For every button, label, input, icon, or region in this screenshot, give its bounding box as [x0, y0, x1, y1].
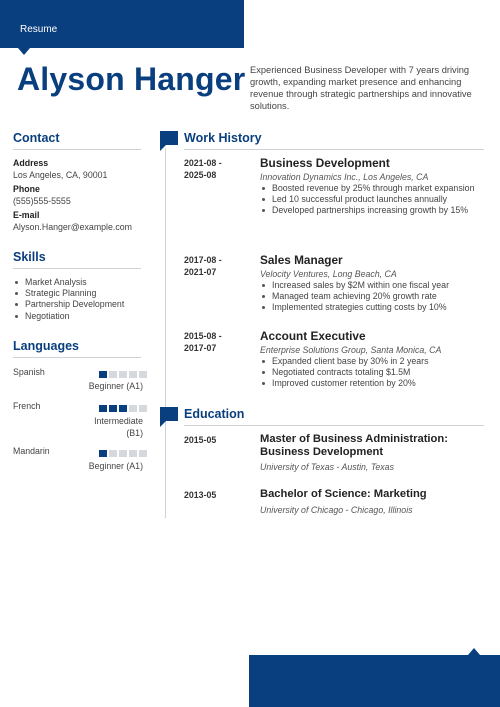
job-bullet: Led 10 successful product launches annually — [260, 194, 476, 205]
job-bullet: Managed team achieving 20% growth rate — [260, 291, 476, 302]
language-name: French — [13, 401, 41, 411]
job-bullet: Increased sales by $2M within one fiscal year — [260, 280, 476, 291]
phone-label: Phone — [13, 184, 40, 194]
job-bullets — [260, 280, 476, 314]
language-level-segment — [119, 450, 127, 457]
education-title: Education — [184, 407, 245, 421]
job-title: Account Executive — [260, 329, 366, 343]
skill-item: Strategic Planning — [13, 288, 153, 299]
skills-list — [13, 277, 153, 322]
language-level-bar — [99, 371, 147, 378]
address-label: Address — [13, 158, 49, 168]
document-label: Resume — [20, 24, 58, 35]
skill-item: Negotiation — [13, 311, 153, 322]
contact-title: Contact — [13, 131, 60, 145]
language-name: Spanish — [13, 367, 45, 377]
job-bullet: Implemented strategies cutting costs by 10% — [260, 302, 476, 313]
header-band — [0, 0, 244, 48]
work-flag-tail — [160, 145, 166, 151]
language-level-segment — [109, 450, 117, 457]
job-bullet: Negotiated contracts totaling $1.5M — [260, 367, 476, 378]
language-level-segment — [139, 450, 147, 457]
header-notch — [18, 48, 30, 55]
job-bullet: Improved customer retention by 20% — [260, 378, 476, 389]
language-level-segment — [119, 405, 127, 412]
job-bullets — [260, 356, 476, 390]
skills-title: Skills — [13, 250, 46, 264]
skill-item: Market Analysis — [13, 277, 153, 288]
education-divider — [184, 425, 484, 426]
skill-item: Partnership Development — [13, 299, 153, 310]
work-history-title: Work History — [184, 131, 262, 145]
language-level-bar — [99, 450, 147, 457]
language-level-segment — [109, 405, 117, 412]
candidate-name: Alyson Hanger — [17, 61, 246, 97]
job-date: 2021-08 - 2025-08 — [184, 158, 222, 180]
work-flag-icon — [160, 131, 178, 145]
language-level: Intermediate (B1) — [94, 416, 143, 438]
job-org: Enterprise Solutions Group, Santa Monica, CA — [260, 345, 442, 355]
email-value: Alyson.Hanger@example.com — [13, 222, 132, 232]
job-bullet: Boosted revenue by 25% through market expansion — [260, 183, 476, 194]
skills-divider — [13, 268, 141, 269]
email-label: E-mail — [13, 210, 40, 220]
education-flag-tail — [160, 421, 166, 427]
language-level-segment — [109, 371, 117, 378]
job-title: Business Development — [260, 156, 390, 170]
language-level-segment — [129, 405, 137, 412]
language-level-segment — [139, 371, 147, 378]
education-school: University of Chicago - Chicago, Illinois — [260, 505, 413, 515]
phone-value: (555)555-5555 — [13, 196, 71, 206]
language-name: Mandarin — [13, 446, 50, 456]
education-school: University of Texas - Austin, Texas — [260, 462, 394, 472]
language-level-segment — [129, 371, 137, 378]
job-title: Sales Manager — [260, 253, 343, 267]
language-level-segment — [129, 450, 137, 457]
education-degree: Bachelor of Science: Marketing — [260, 488, 427, 500]
work-history-divider — [184, 149, 484, 150]
address-value: Los Angeles, CA, 90001 — [13, 170, 108, 180]
language-level-segment — [99, 371, 107, 378]
language-level-segment — [119, 371, 127, 378]
languages-divider — [13, 357, 141, 358]
footer-band — [249, 655, 500, 707]
language-level-segment — [139, 405, 147, 412]
column-divider — [165, 148, 166, 518]
language-level-segment — [99, 405, 107, 412]
language-level-bar — [99, 405, 147, 412]
job-date: 2017-08 - 2021-07 — [184, 255, 222, 277]
language-level-segment — [99, 450, 107, 457]
job-org: Innovation Dynamics Inc., Los Angeles, CA — [260, 172, 429, 182]
language-level: Beginner (A1) — [88, 461, 143, 471]
job-bullet: Expanded client base by 30% in 2 years — [260, 356, 476, 367]
education-flag-icon — [160, 407, 178, 421]
job-org: Velocity Ventures, Long Beach, CA — [260, 269, 397, 279]
job-date: 2015-08 - 2017-07 — [184, 331, 222, 353]
education-date: 2013-05 — [184, 490, 217, 500]
job-bullets — [260, 183, 476, 217]
education-date: 2015-05 — [184, 435, 217, 445]
job-bullet: Developed partnerships increasing growth by 15% — [260, 205, 476, 216]
language-level: Beginner (A1) — [88, 381, 143, 391]
footer-notch — [468, 648, 480, 655]
contact-divider — [13, 149, 141, 150]
education-degree: Master of Business Administration: Business Development — [260, 433, 448, 458]
summary: Experienced Business Developer with 7 years driving growth, expanding market presence and enhancing revenue through strategic partnerships and innovative solutions. — [250, 65, 472, 111]
languages-title: Languages — [13, 339, 79, 353]
